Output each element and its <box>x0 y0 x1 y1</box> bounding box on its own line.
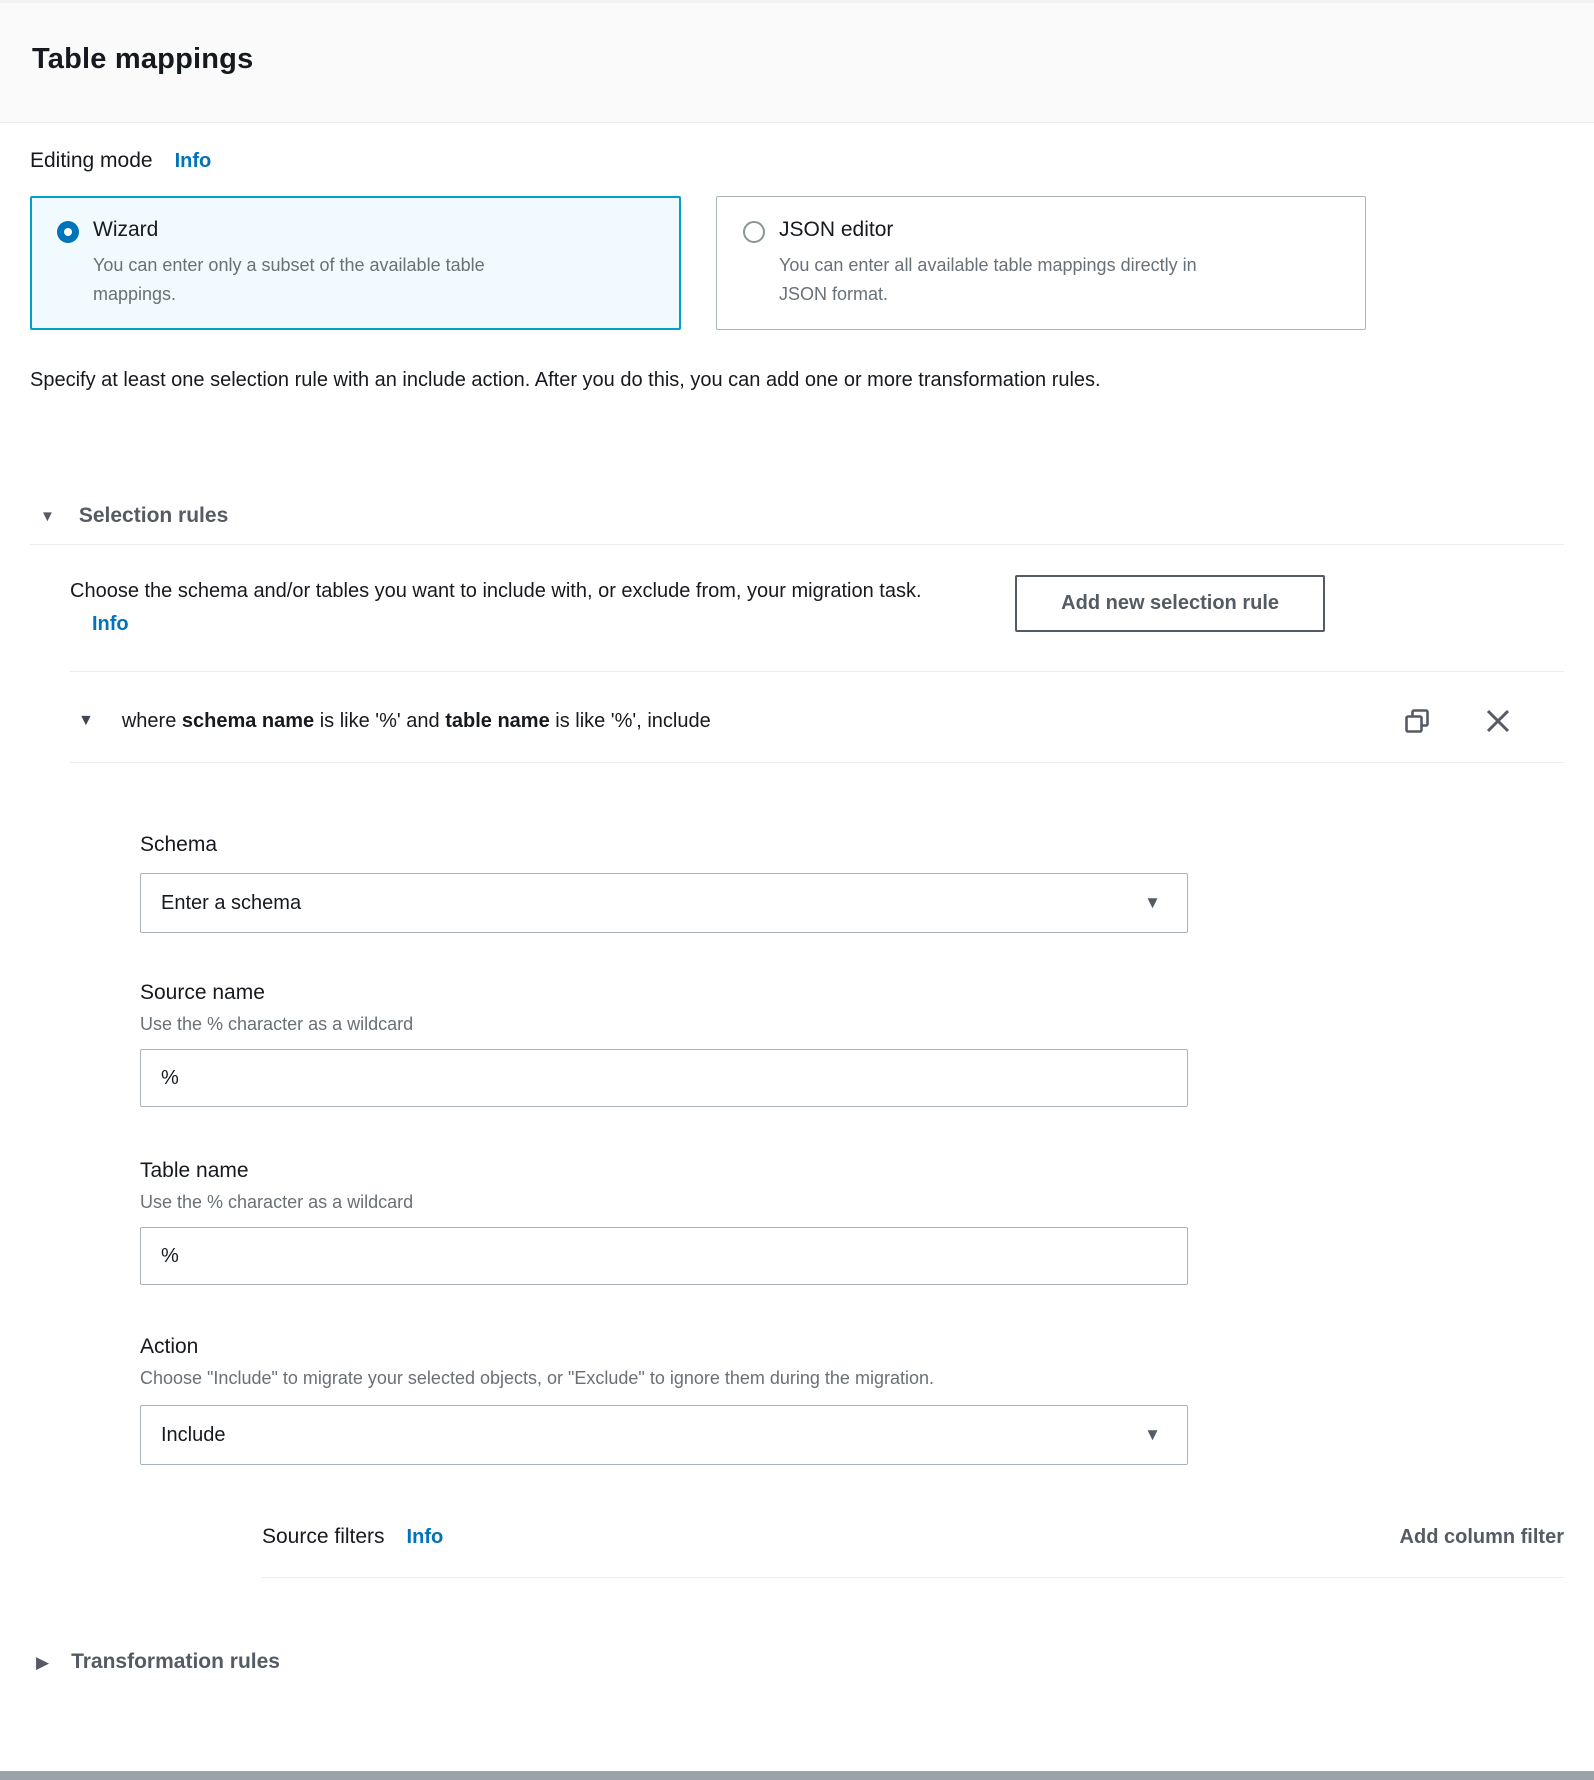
editing-mode-info-link[interactable]: Info <box>174 150 212 172</box>
transformation-rules-header[interactable] <box>30 1650 1564 1674</box>
source-name-field-group <box>140 981 1188 1107</box>
summary-table-field: table name <box>445 709 550 732</box>
divider <box>70 671 1564 672</box>
source-filters-row <box>262 1525 1564 1549</box>
caret-down-icon[interactable]: ▼ <box>40 507 55 525</box>
schema-label: Schema <box>140 833 218 856</box>
table-name-field-group <box>140 1159 1188 1285</box>
radio-selected-icon[interactable] <box>57 221 79 243</box>
option-json-body <box>779 218 1249 309</box>
divider <box>70 762 1564 763</box>
source-name-helper: Use the % character as a wildcard <box>140 1014 414 1034</box>
divider <box>262 1577 1564 1578</box>
summary-segment: where <box>121 709 182 732</box>
option-wizard-body <box>93 218 523 309</box>
action-helper: Choose "Include" to migrate your selected objects, or "Exclude" to ignore them during the migration. <box>140 1368 934 1388</box>
source-name-label: Source name <box>140 981 265 1004</box>
selection-rules-info-link[interactable]: Info <box>92 613 129 635</box>
schema-select-value: Enter a schema <box>161 891 302 914</box>
rule-actions <box>1402 706 1512 736</box>
editing-mode-option-wizard[interactable] <box>30 196 681 330</box>
duplicate-rule-button[interactable] <box>1402 706 1432 736</box>
divider <box>30 544 1564 545</box>
copy-icon <box>1402 706 1432 736</box>
selection-rules-intro-row <box>30 575 1564 641</box>
caret-right-icon[interactable]: ▶ <box>36 1652 50 1672</box>
transformation-rules-title: Transformation rules <box>71 1650 280 1673</box>
table-mappings-panel <box>0 149 1594 1674</box>
editing-mode-option-json-editor[interactable] <box>716 196 1366 330</box>
option-json-title: JSON editor <box>779 218 894 241</box>
selection-rule-summary-row <box>30 706 1564 736</box>
radio-dot <box>64 228 72 236</box>
source-name-input[interactable] <box>140 1049 1188 1107</box>
summary-schema-field: schema name <box>181 709 315 732</box>
selection-rules-header[interactable] <box>30 504 1564 528</box>
panel-header <box>0 3 1594 123</box>
selection-rules-description <box>70 575 940 641</box>
caret-down-icon[interactable]: ▼ <box>78 712 94 729</box>
option-json-description: You can enter all available table mappings directly in JSON format. <box>779 255 1197 304</box>
table-name-label: Table name <box>140 1159 249 1182</box>
source-filters-label: Source filters <box>262 1525 385 1548</box>
chevron-down-icon: ▼ <box>1144 893 1161 912</box>
table-name-helper: Use the % character as a wildcard <box>140 1192 414 1212</box>
summary-segment: is like '%', include <box>549 709 711 732</box>
selection-rule-form <box>140 833 1188 1465</box>
action-select[interactable] <box>140 1405 1188 1465</box>
source-filters-info-link[interactable]: Info <box>406 1526 444 1548</box>
panel-title: Table mappings <box>32 43 254 75</box>
selection-rule-summary <box>122 710 711 733</box>
schema-field-group <box>140 833 1188 933</box>
table-name-input[interactable] <box>140 1227 1188 1285</box>
intro-text: Specify at least one selection rule with an include action. After you do this, you can add one or more transformation rules. <box>30 369 1101 391</box>
add-column-filter-button[interactable]: Add column filter <box>1399 1526 1564 1548</box>
option-wizard-description: You can enter only a subset of the available table mappings. <box>93 255 485 304</box>
chevron-down-icon: ▼ <box>1144 1425 1161 1444</box>
summary-segment: is like '%' and <box>314 709 446 732</box>
selection-rules-description-text: Choose the schema and/or tables you want to include with, or exclude from, your migration task. <box>70 580 922 602</box>
bottom-edge-bar <box>0 1771 1594 1780</box>
selection-rules-title: Selection rules <box>78 504 229 527</box>
editing-mode-options <box>30 196 1564 330</box>
action-label: Action <box>140 1335 199 1358</box>
editing-mode-row <box>30 149 1564 173</box>
remove-rule-button[interactable] <box>1484 707 1512 735</box>
editing-mode-label: Editing mode <box>30 149 153 172</box>
action-select-value: Include <box>161 1423 226 1446</box>
radio-unselected-icon[interactable] <box>743 221 765 243</box>
schema-select[interactable] <box>140 873 1188 933</box>
action-field-group <box>140 1335 1188 1465</box>
add-new-selection-rule-button[interactable]: Add new selection rule <box>1015 575 1325 632</box>
close-icon <box>1484 707 1512 735</box>
option-wizard-title: Wizard <box>93 218 159 241</box>
